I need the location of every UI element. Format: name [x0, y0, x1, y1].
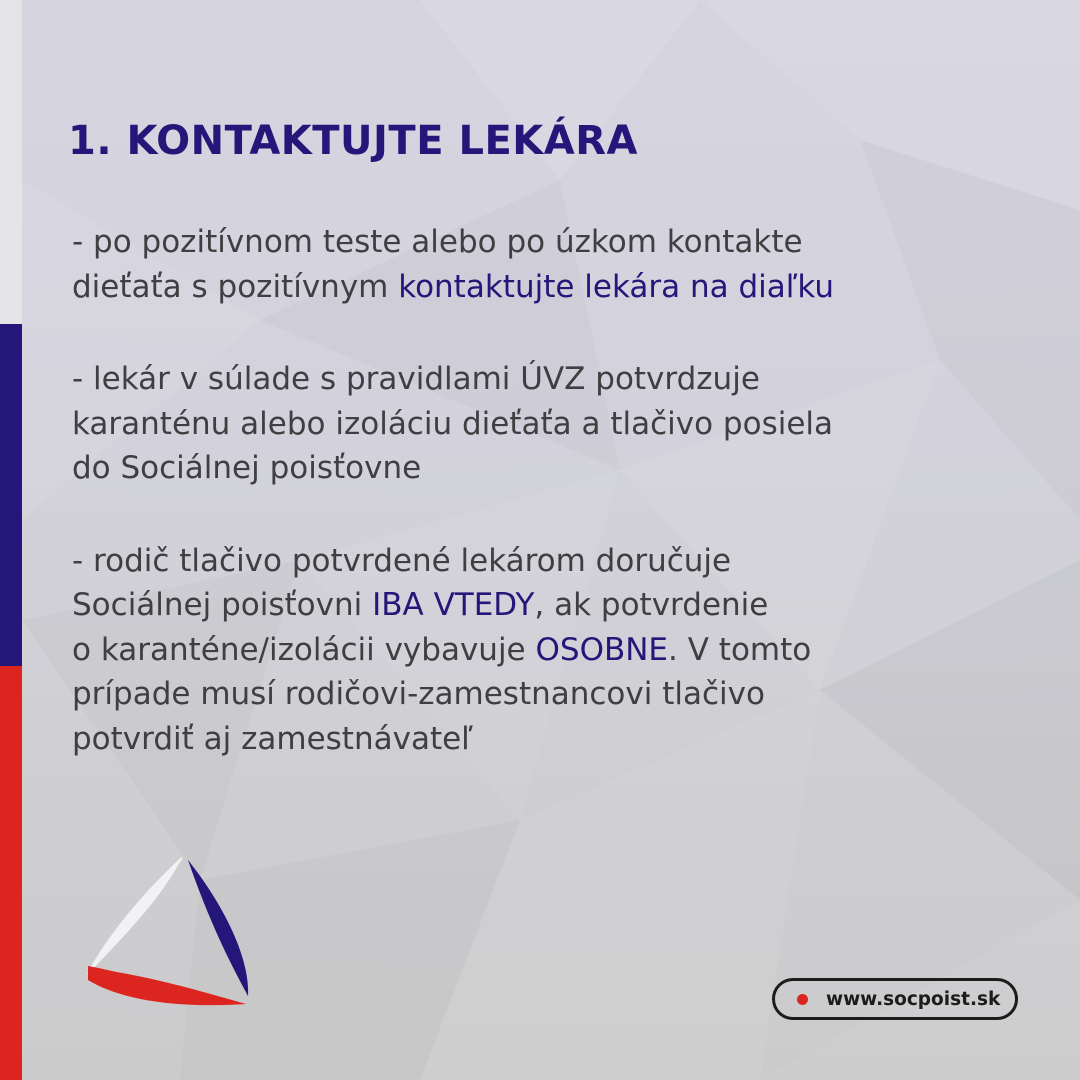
website-url[interactable]: www.socpoist.sk: [826, 988, 1001, 1010]
red-dot-icon: [797, 994, 808, 1005]
p3-line1: - rodič tlačivo potvrdené lekárom doručuje: [72, 542, 732, 579]
stripe-red: [0, 666, 22, 1080]
p1-line1: - po pozitívnom teste alebo po úzkom kontakte: [72, 224, 803, 260]
website-link[interactable]: [772, 978, 1018, 1020]
p3-line5: potvrdiť aj zamestnávateľ: [72, 720, 473, 757]
stripe-blue: [0, 324, 22, 666]
paragraph-2: [72, 357, 1032, 491]
socpoist-logo-icon: [84, 856, 254, 1008]
p2-line1: - lekár v súlade s pravidlami ÚVZ potvrdzuje: [72, 361, 760, 397]
p3-highlight-iba-vtedy: IBA VTEDY: [372, 587, 535, 623]
p1-line2-text: dieťaťa s pozitívnym: [72, 268, 399, 305]
p1-highlight: kontaktujte lekára na diaľku: [398, 268, 835, 305]
p3-line3-text: o karanténe/izolácii vybavuje: [72, 631, 536, 668]
paragraph-3: [72, 539, 1032, 762]
p3-line2-text: Sociálnej poisťovni: [72, 587, 373, 623]
stripe-white: [0, 0, 22, 324]
content-block: [72, 220, 1032, 809]
p3-line4: prípade musí rodičovi-zamestnancovi tlačivo: [72, 676, 765, 712]
page-title: 1. KONTAKTUJTE LEKÁRA: [68, 118, 638, 164]
p2-line3: do Sociálnej poisťovne: [72, 450, 422, 486]
p3-line3-rest: . V tomto: [668, 631, 812, 668]
paragraph-1: [72, 220, 1032, 309]
p3-highlight-osobne: OSOBNE: [535, 631, 669, 668]
p3-line2-rest: , ak potvrdenie: [534, 587, 769, 623]
p2-line2: karanténu alebo izoláciu dieťaťa a tlačivo posiela: [72, 405, 834, 442]
